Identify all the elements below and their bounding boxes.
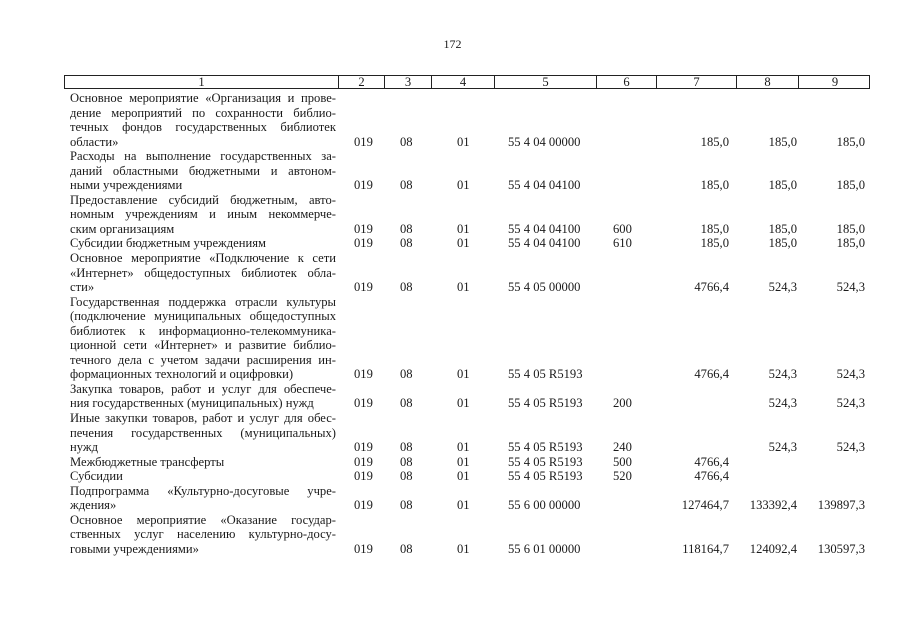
cell-col-5: 55 4 04 00000 [508, 134, 581, 149]
description-line: Субсидии бюджетным учреждениям [70, 236, 266, 251]
row-description [70, 91, 336, 149]
cell-col-4: 01 [457, 178, 470, 193]
column-header-3: 3 [384, 75, 431, 89]
row-description [70, 411, 336, 455]
cell-col-5: 55 4 04 04100 [508, 221, 581, 236]
cell-col-4: 01 [457, 367, 470, 382]
description-line: Государственная поддержка отрасли культуры [70, 294, 336, 309]
column-header-7: 7 [656, 75, 736, 89]
column-header-1: 1 [198, 75, 205, 89]
description-line: ными учреждениями [70, 178, 183, 193]
cell-col-2: 019 [354, 221, 373, 236]
description-line: (подключение муниципальных общедоступных [70, 309, 336, 324]
cell-col-6: 240 [613, 440, 632, 455]
column-header-5: 5 [494, 75, 596, 89]
row-description [70, 251, 336, 295]
row-description [70, 382, 336, 411]
cell-col-8: 524,3 [768, 396, 797, 411]
row-description [70, 513, 336, 557]
description-line: говыми учреждениями» [70, 541, 199, 556]
description-line: «Интернет» общедоступных библиотек обла- [70, 265, 336, 280]
cell-col-5: 55 4 05 R5193 [508, 454, 583, 469]
cell-col-7: 4766,4 [694, 280, 729, 295]
row-description [70, 193, 336, 237]
table-row [0, 513, 905, 557]
cell-col-2: 019 [354, 178, 373, 193]
description-line: нужд [70, 440, 98, 455]
row-description [70, 295, 336, 382]
row-description [70, 484, 336, 513]
cell-col-5: 55 6 00 00000 [508, 498, 581, 513]
description-line: Основное мероприятие «Оказание государ- [70, 512, 336, 527]
cell-col-7: 4766,4 [694, 454, 729, 469]
cell-col-7: 185,0 [700, 134, 729, 149]
description-line: даний областными бюджетными и автоном- [70, 163, 336, 178]
column-header-6: 6 [596, 75, 656, 89]
cell-col-7: 118164,7 [682, 541, 729, 556]
cell-col-3: 08 [400, 367, 413, 382]
cell-col-8: 133392,4 [749, 498, 797, 513]
cell-col-4: 01 [457, 454, 470, 469]
cell-col-2: 019 [354, 280, 373, 295]
cell-col-6: 600 [613, 221, 632, 236]
cell-col-2: 019 [354, 498, 373, 513]
cell-col-3: 08 [400, 396, 413, 411]
cell-col-5: 55 6 01 00000 [508, 541, 581, 556]
cell-col-5: 55 4 05 R5193 [508, 367, 583, 382]
description-line: ственных услуг населению культурно-досу- [70, 527, 336, 542]
cell-col-4: 01 [457, 498, 470, 513]
description-line: Закупка товаров, работ и услуг для обеспече- [70, 381, 336, 396]
cell-col-5: 55 4 05 R5193 [508, 469, 583, 484]
cell-col-5: 55 4 05 R5193 [508, 440, 583, 455]
page-number: 172 [443, 37, 462, 51]
table-row [0, 295, 905, 382]
cell-col-5: 55 4 05 00000 [508, 280, 581, 295]
cell-col-9: 524,3 [836, 367, 865, 382]
cell-col-3: 08 [400, 236, 413, 251]
table-row [0, 484, 905, 513]
cell-col-7: 185,0 [700, 236, 729, 251]
cell-col-3: 08 [400, 440, 413, 455]
cell-col-5: 55 4 04 04100 [508, 178, 581, 193]
description-line: течных фондов государственных библиотек [70, 120, 336, 135]
cell-col-9: 139897,3 [817, 498, 865, 513]
description-line: области» [70, 134, 119, 149]
cell-col-4: 01 [457, 221, 470, 236]
cell-col-7: 4766,4 [694, 367, 729, 382]
row-description [70, 455, 336, 470]
cell-col-4: 01 [457, 440, 470, 455]
cell-col-2: 019 [354, 367, 373, 382]
cell-col-7: 4766,4 [694, 469, 729, 484]
cell-col-2: 019 [354, 236, 373, 251]
budget-table-body [0, 91, 905, 557]
description-line: библиотек к информационно-телекоммуника- [70, 323, 336, 338]
cell-col-2: 019 [354, 134, 373, 149]
cell-col-8: 524,3 [768, 440, 797, 455]
description-line: Основное мероприятие «Организация и прове- [70, 91, 336, 105]
description-line: дение мероприятий по сохранности библио- [70, 105, 336, 120]
description-line: Основное мероприятие «Подключение к сети [70, 251, 336, 266]
cell-col-9: 185,0 [836, 221, 865, 236]
cell-col-7: 127464,7 [681, 498, 729, 513]
table-row [0, 193, 905, 237]
cell-col-3: 08 [400, 454, 413, 469]
description-line: Расходы на выполнение государственных за- [70, 149, 336, 164]
cell-col-9: 524,3 [836, 440, 865, 455]
cell-col-9: 130597,3 [817, 541, 865, 556]
cell-col-9: 185,0 [836, 236, 865, 251]
table-row [0, 91, 905, 149]
description-line: Предоставление субсидий бюджетным, авто- [70, 192, 336, 207]
cell-col-5: 55 4 04 04100 [508, 236, 581, 251]
cell-col-4: 01 [457, 469, 470, 484]
row-description [70, 236, 336, 251]
cell-col-8: 185,0 [768, 236, 797, 251]
column-header-8: 8 [736, 75, 798, 89]
table-row [0, 411, 905, 455]
cell-col-2: 019 [354, 454, 373, 469]
description-line: ждения» [70, 498, 117, 513]
cell-col-9: 185,0 [836, 134, 865, 149]
cell-col-2: 019 [354, 440, 373, 455]
cell-col-3: 08 [400, 498, 413, 513]
cell-col-4: 01 [457, 541, 470, 556]
cell-col-4: 01 [457, 236, 470, 251]
column-header-2: 2 [338, 75, 384, 89]
column-header-9: 9 [798, 75, 871, 89]
description-line: ским организациям [70, 221, 175, 236]
cell-col-8: 524,3 [768, 280, 797, 295]
table-row [0, 455, 905, 470]
cell-col-7: 185,0 [700, 178, 729, 193]
cell-col-9: 524,3 [836, 396, 865, 411]
description-line: Подпрограмма «Культурно-досуговые учре- [70, 483, 336, 498]
description-line: Субсидии [70, 469, 123, 484]
description-line: печения государственных (муниципальных) [70, 425, 336, 440]
cell-col-3: 08 [400, 541, 413, 556]
cell-col-2: 019 [354, 541, 373, 556]
description-line: Иные закупки товаров, работ и услуг для обес- [70, 411, 336, 426]
table-row [0, 149, 905, 193]
cell-col-6: 500 [613, 454, 632, 469]
description-line: формационных технологий и оцифровки) [70, 367, 294, 382]
table-row [0, 382, 905, 411]
description-line: ния государственных (муниципальных) нужд [70, 396, 314, 411]
cell-col-8: 524,3 [768, 367, 797, 382]
description-line: номным учреждениям и иным некоммерче- [70, 207, 336, 222]
table-row [0, 236, 905, 251]
cell-col-9: 524,3 [836, 280, 865, 295]
description-line: сти» [70, 280, 95, 295]
cell-col-2: 019 [354, 396, 373, 411]
cell-col-6: 520 [613, 469, 632, 484]
column-header-4: 4 [431, 75, 494, 89]
cell-col-2: 019 [354, 469, 373, 484]
cell-col-5: 55 4 05 R5193 [508, 396, 583, 411]
row-description [70, 469, 336, 484]
cell-col-3: 08 [400, 178, 413, 193]
description-line: ционной сети «Интернет» и развитие библио- [70, 338, 336, 353]
cell-col-8: 185,0 [768, 178, 797, 193]
cell-col-6: 610 [613, 236, 632, 251]
cell-col-8: 185,0 [768, 134, 797, 149]
cell-col-8: 124092,4 [749, 541, 797, 556]
cell-col-3: 08 [400, 134, 413, 149]
cell-col-6: 200 [613, 396, 632, 411]
cell-col-3: 08 [400, 469, 413, 484]
cell-col-4: 01 [457, 134, 470, 149]
cell-col-4: 01 [457, 396, 470, 411]
cell-col-7: 185,0 [700, 221, 729, 236]
cell-col-4: 01 [457, 280, 470, 295]
table-row [0, 469, 905, 484]
row-description [70, 149, 336, 193]
cell-col-3: 08 [400, 221, 413, 236]
description-line: Межбюджетные трансферты [70, 454, 225, 469]
cell-col-9: 185,0 [836, 178, 865, 193]
description-line: течного дела с учетом задачи расширения ин- [70, 352, 336, 367]
table-header [64, 75, 870, 89]
table-row [0, 251, 905, 295]
cell-col-3: 08 [400, 280, 413, 295]
cell-col-8: 185,0 [768, 221, 797, 236]
